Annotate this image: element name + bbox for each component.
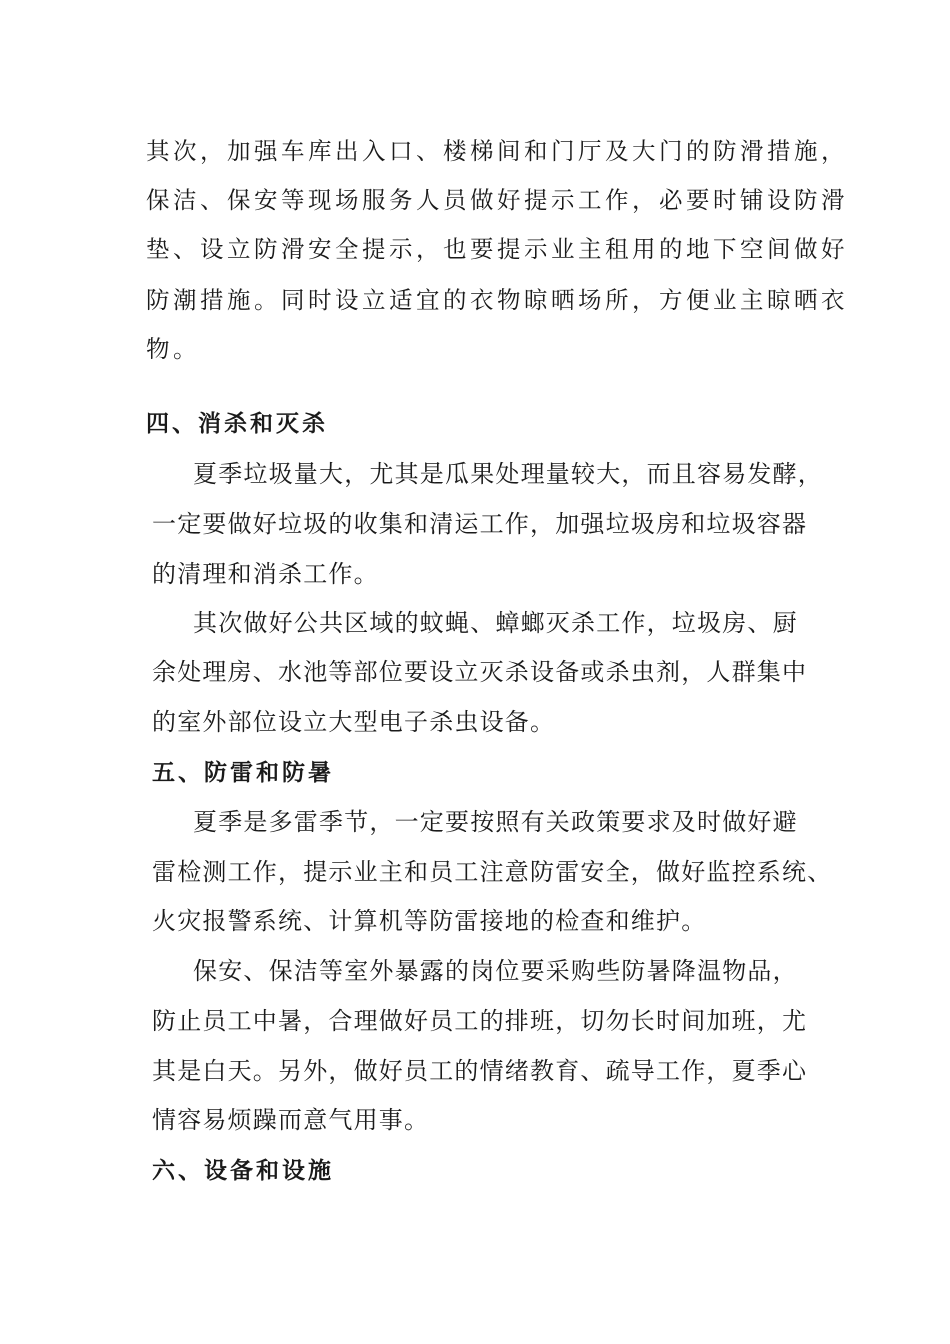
paragraph-line: 保安、保洁等室外暴露的岗位要采购些防暑降温物品，	[193, 957, 798, 985]
paragraph-line: 情容易烦躁而意气用事。	[152, 1106, 430, 1134]
section-heading-4: 四、消杀和灭杀	[146, 410, 328, 437]
paragraph-line: 物。	[146, 335, 200, 363]
section-heading-5: 五、防雷和防暑	[152, 759, 334, 786]
paragraph-line: 其次，加强车库出入口、楼梯间和门厅及大门的防滑措施，	[146, 137, 848, 165]
paragraph-line: 防潮措施。同时设立适宜的衣物晾晒场所，方便业主晾晒衣	[146, 286, 848, 314]
paragraph-line: 余处理房、水池等部位要设立灭杀设备或杀虫剂，人群集中	[152, 658, 808, 686]
paragraph-line: 防止员工中暑，合理做好员工的排班，切勿长时间加班，尤	[152, 1007, 808, 1035]
paragraph-line: 垫、设立防滑安全提示，也要提示业主租用的地下空间做好	[146, 235, 848, 263]
paragraph-line: 雷检测工作，提示业主和员工注意防雷安全，做好监控系统、	[152, 858, 833, 886]
paragraph-line: 一定要做好垃圾的收集和清运工作，加强垃圾房和垃圾容器	[152, 510, 808, 538]
paragraph-line: 夏季是多雷季节，一定要按照有关政策要求及时做好避	[193, 808, 798, 836]
section-heading-6: 六、设备和设施	[152, 1157, 334, 1184]
paragraph-line: 火灾报警系统、计算机等防雷接地的检查和维护。	[152, 907, 707, 935]
paragraph-line: 保洁、保安等现场服务人员做好提示工作，必要时铺设防滑	[146, 186, 848, 214]
paragraph-line: 的室外部位设立大型电子杀虫设备。	[152, 708, 556, 736]
paragraph-line: 其是白天。另外，做好员工的情绪教育、疏导工作，夏季心	[152, 1057, 808, 1085]
paragraph-line: 的清理和消杀工作。	[152, 560, 379, 588]
paragraph-line: 夏季垃圾量大，尤其是瓜果处理量较大，而且容易发酵，	[193, 460, 823, 488]
paragraph-line: 其次做好公共区域的蚊蝇、蟑螂灭杀工作，垃圾房、厨	[193, 609, 798, 637]
